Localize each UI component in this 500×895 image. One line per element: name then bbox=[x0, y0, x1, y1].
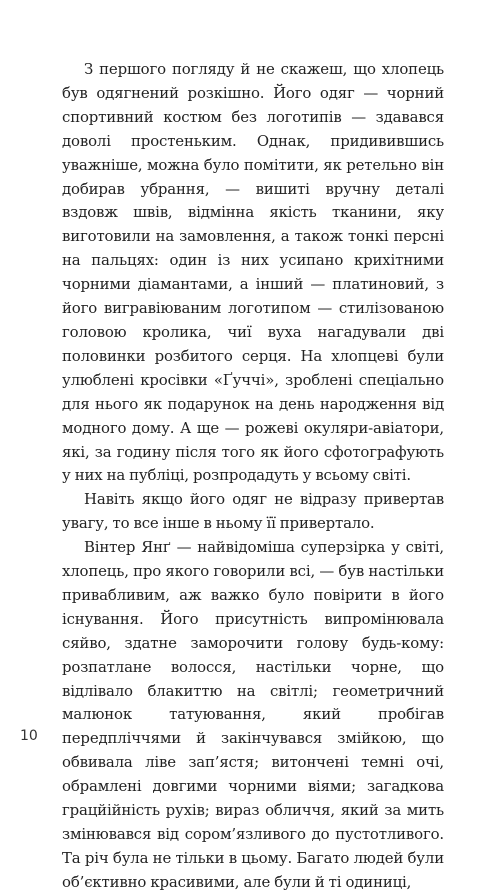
paragraph-1: З першого погляду й не скажеш, що хлопець був одягнений розкішно. Його одяг — чорний спортивний костюм без логотипів — здавався доволі простеньким. Однак, придивившись уважніше, можна було помітити, як ретельно він добирав убрання, — вишиті вручну деталі вздовж швів, відмінна якість тканини, яку виготовили на замовлення, а також тонкі персні на пальцях: один із них усипано крихітними чорними діамантами, а інший — платиновий, з його вигравіюваним логотипом — стилізованою головою кролика, чиї вуха нагадували дві половинки розбитого серця. На хлопцеві були улюблені кросівки «Ґуччі», зроблені спеціально для нього як подарунок на день народження від модного дому. А ще — рожеві окуляри-авіатори, які, за годину після того як його сфотографують у них на публіці, розпродадуть у всьому світі. bbox=[62, 60, 444, 485]
page-number: 10 bbox=[20, 728, 38, 744]
body-text bbox=[62, 58, 444, 895]
paragraph-2: Навіть якщо його одяг не відразу привертав увагу, то все інше в ньому її привертало. bbox=[62, 490, 444, 533]
paragraph-3: Вінтер Янґ — найвідоміша суперзірка у світі, хлопець, про якого говорили всі, — був настільки привабливим, аж важко було повірити в його існування. Його присутність випромінювала сяйво, здатне заморочити голову будь-кому: розпатлане волосся, настільки чорне, що відлівало блакиттю на світлі; геометричний малюнок татуювання, який пробігав передпліччями й закінчувався змійкою, що обвивала ліве зап’ястя; витончені темні очі, обрамлені довгими чорними віями; загадкова грацйійність рухів; вираз обличчя, який за мить змінювався від сором’язливого до пустотливого. Та річ була не тільки в цьому. Багато людей були об’єктивно красивими, але були й ті одиниці, bbox=[62, 538, 444, 891]
